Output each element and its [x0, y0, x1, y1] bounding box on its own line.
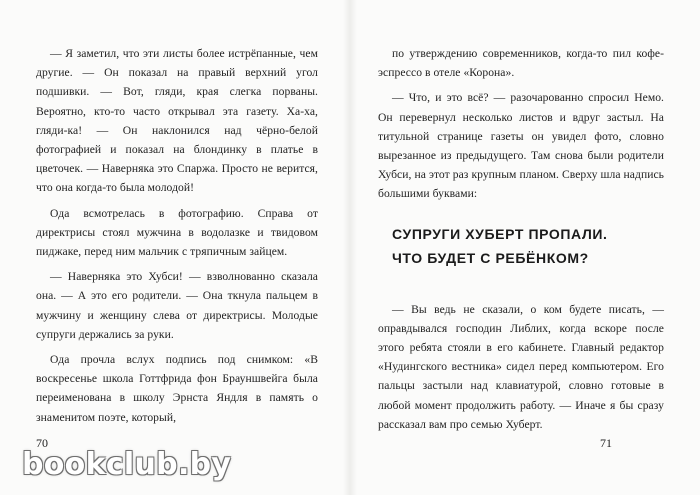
right-page [350, 0, 700, 495]
headline-line: ЧТО БУДЕТ С РЕБЁНКОМ? [392, 249, 589, 266]
paragraph: — Наверняка это Хубси! — взволнованно сказала она. — А это его родители. — Она ткнула пальцем в мужчину и женщину слева от директрисы. Молодые супруги держались за руки. [36, 270, 318, 341]
newspaper-headline [392, 222, 664, 270]
page-number-right: 71 [600, 436, 612, 450]
paragraph: по утверждению современников, когда-то пил кофе-эспрессо в отеле «Корона». [378, 47, 664, 80]
paragraph: — Что, и это всё? — разочарованно спросил Немо. Он перевернул несколько листов и вдруг застыл. На титульной странице газеты он увидел фото, словно вырезанное из предыдущего. Там снова были родители Хубси, на этот раз крупным планом. Сверху шла надпись большими буквами: [378, 91, 664, 201]
paragraph: — Я заметил, что эти листы более истрёпанные, чем другие. — Он показал на правый верхний угол подшивки. — Вот, гляди, края слегка порваны. Вероятно, кто-то часто открывал эта газету. Ха-ха, гляди-ка! — Он наклонился над чёрно-белой фотографией и показал на блондинку в платье в цветочек. — Наверняка это Спаржа. Просто не верится, что она когда-то была молодой! [36, 47, 318, 195]
book-spine-shadow [343, 0, 357, 495]
paragraph: — Вы ведь не сказали, о ком будете писать, — оправдывался господин Либлих, когда вскоре после этого ребята стояли в его кабинете. Главный редактор «Нудингского вестника» сидел перед компьютером. Его пальцы застыли над клавиатурой, словно готовые в любой момент продолжить работу. — Иначе я бы сразу рассказал вам про семью Хуберт. [378, 302, 664, 431]
paragraph: Ода всмотрелась в фотографию. Справа от директрисы стоял мужчина в водолазке и твидовом пиджаке, перед ним мальчик с тряпичным зайцем. [36, 206, 318, 259]
headline-line: СУПРУГИ ХУБЕРТ ПРОПАЛИ. [392, 225, 608, 242]
right-page-text [378, 44, 664, 434]
paragraph: Ода прочла вслух подпись под снимком: «В воскресенье школа Готтфрида фон Брауншвейга была переименована в школу Эрнста Яндля в память о знаменитом поэте, который, [36, 353, 318, 424]
left-page-text [36, 44, 318, 427]
watermark: bookclub.by [22, 447, 232, 482]
page-number-left: 70 [36, 436, 48, 450]
